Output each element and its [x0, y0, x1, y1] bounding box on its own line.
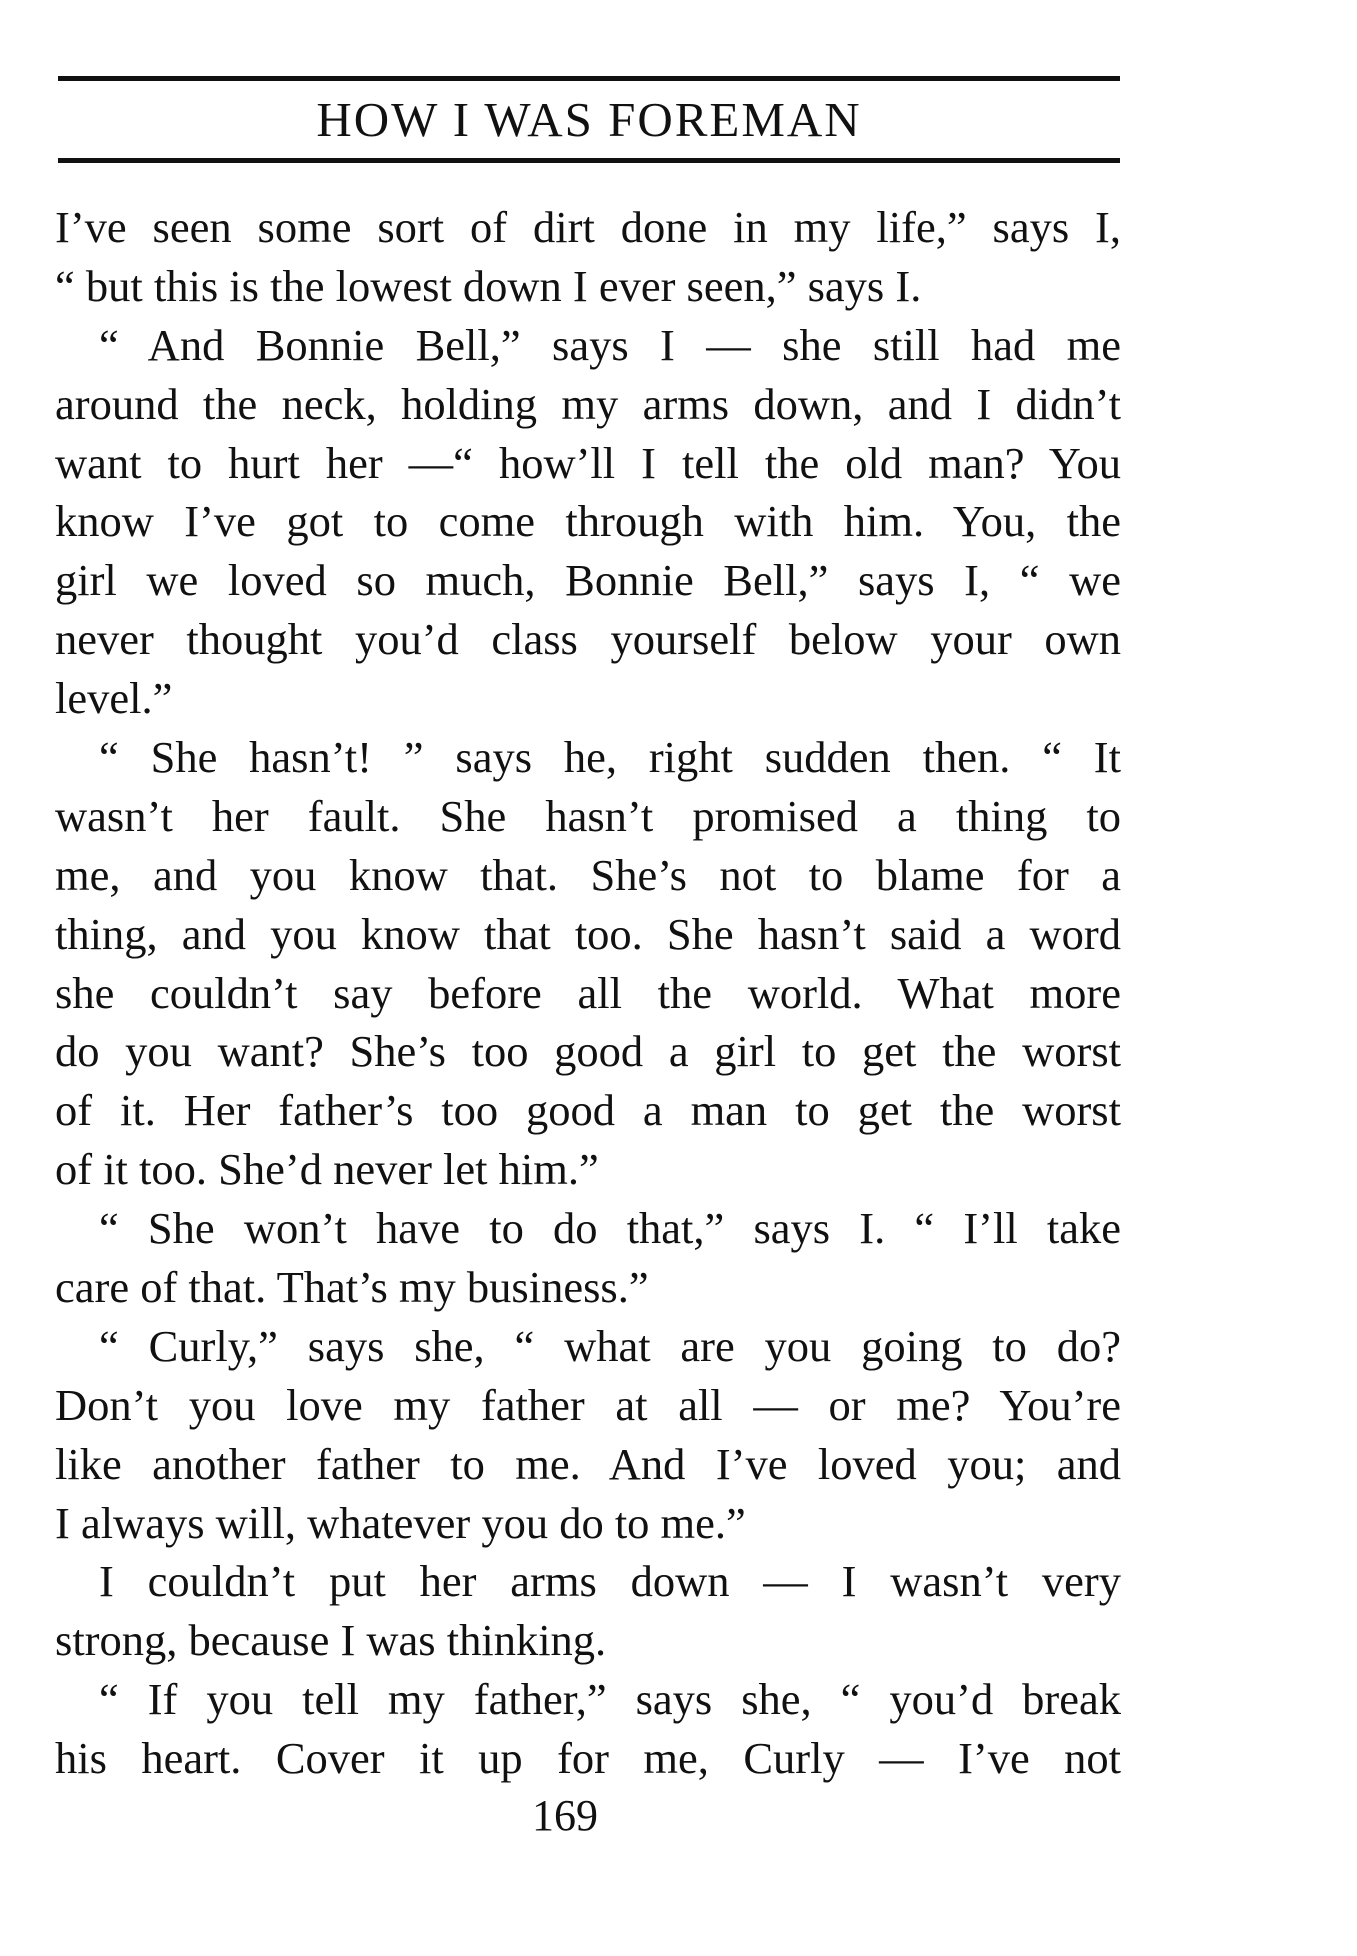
- text-line: do you want? She’s too good a girl to get the worst: [55, 1026, 1121, 1077]
- text-line: I couldn’t put her arms down — I wasn’t very: [99, 1556, 1121, 1607]
- paragraph: [55, 198, 1121, 316]
- text-line: me, and you know that. She’s not to blame for a: [55, 849, 1121, 900]
- text-line: never thought you’d class yourself below your own: [55, 614, 1121, 665]
- text-line: care of that. That’s my business.”: [55, 1262, 649, 1313]
- text-line: his heart. Cover it up for me, Curly — I’ve not: [55, 1733, 1121, 1784]
- text-line: of it too. She’d never let him.”: [55, 1144, 599, 1195]
- text-line: like another father to me. And I’ve loved you; and: [55, 1438, 1121, 1489]
- paragraph: [55, 316, 1121, 728]
- text-line: around the neck, holding my arms down, and I didn’t: [55, 378, 1121, 429]
- page-body-text: [55, 198, 1121, 1788]
- text-line: Don’t you love my father at all — or me? You’re: [55, 1379, 1121, 1430]
- text-line: “ And Bonnie Bell,” says I — she still had me: [99, 319, 1121, 370]
- text-line: level.”: [55, 673, 173, 724]
- text-line: of it. Her father’s too good a man to get the worst: [55, 1085, 1121, 1136]
- text-line: I always will, whatever you do to me.”: [55, 1497, 746, 1548]
- header-top-rule: [58, 76, 1120, 81]
- text-line: know I’ve got to come through with him. You, the: [55, 496, 1121, 547]
- paragraph: [55, 1552, 1121, 1670]
- paragraph: [55, 1317, 1121, 1553]
- running-header-title: HOW I WAS FOREMAN: [316, 92, 862, 147]
- text-line: she couldn’t say before all the world. What more: [55, 967, 1121, 1018]
- text-line: “ She hasn’t! ” says he, right sudden then. “ It: [99, 732, 1121, 783]
- text-line: strong, because I was thinking.: [55, 1615, 607, 1666]
- text-line: want to hurt her —“ how’ll I tell the old man? You: [55, 437, 1121, 488]
- header-bottom-rule: [58, 158, 1120, 163]
- text-line: I’ve seen some sort of dirt done in my life,” says I,: [55, 202, 1121, 252]
- text-line: “ She won’t have to do that,” says I. “ I’ll take: [99, 1203, 1121, 1254]
- paragraph: [55, 1670, 1121, 1788]
- text-line: “ Curly,” says she, “ what are you going to do?: [99, 1320, 1121, 1371]
- text-line: “ If you tell my father,” says she, “ you’d break: [99, 1674, 1121, 1725]
- text-line: thing, and you know that too. She hasn’t said a word: [55, 908, 1121, 959]
- paragraph: [55, 1199, 1121, 1317]
- text-line: wasn’t her fault. She hasn’t promised a thing to: [55, 790, 1121, 841]
- page-number: 169: [532, 1791, 598, 1840]
- text-line: girl we loved so much, Bonnie Bell,” says I, “ we: [55, 555, 1121, 606]
- text-line: “ but this is the lowest down I ever seen,” says I.: [55, 260, 922, 311]
- paragraph: [55, 728, 1121, 1199]
